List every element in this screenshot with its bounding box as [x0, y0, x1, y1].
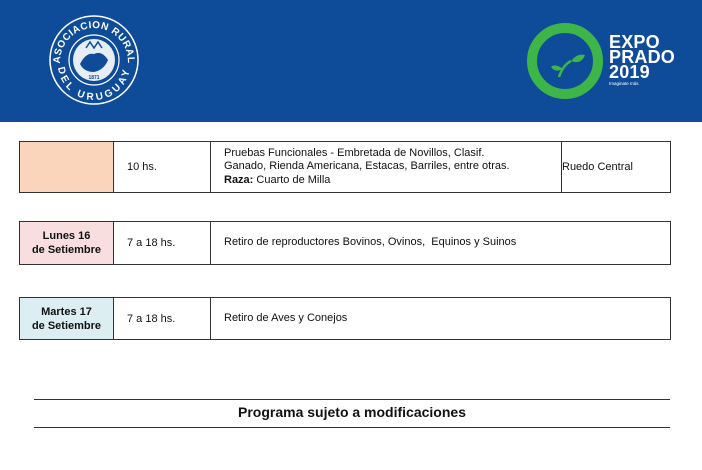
expo-line-2: PRADO: [609, 47, 676, 67]
description-cell: Retiro de reproductores Bovinos, Ovinos, Equinos y Suinos: [211, 222, 671, 265]
schedule-table-pruebas: [19, 141, 671, 193]
footer-top-rule: [34, 399, 670, 400]
schedule-table-martes: [19, 297, 671, 340]
description-cell: [211, 142, 562, 193]
expo-tagline: Imaginate más: [609, 81, 639, 86]
footer-bottom-rule: [34, 427, 670, 428]
expo-prado-logo: [525, 21, 685, 103]
asociacion-rural-seal-logo: [46, 12, 142, 108]
day-cell: [20, 142, 114, 193]
description-line-1: Pruebas Funcionales - Embretada de Novillos, Clasif.: [224, 146, 485, 159]
day-label: Lunes 16: [42, 230, 91, 242]
expo-line-1: EXPO: [609, 32, 660, 52]
table-row: [20, 298, 671, 340]
day-cell: [20, 298, 114, 340]
schedule-table-lunes: [19, 221, 671, 265]
seal-bottom-arc: DEL URUGUAY: [54, 65, 134, 104]
breed-value: Cuarto de Milla: [253, 173, 331, 186]
green-ring-leaf-icon: [525, 21, 605, 101]
table-row: [20, 222, 671, 265]
place-cell: Ruedo Central: [562, 142, 671, 193]
header-banner: [0, 0, 702, 122]
footer-notice: Programa sujeto a modificaciones: [238, 404, 466, 420]
time-cell: 10 hs.: [114, 142, 211, 193]
description-line-2: Ganado, Rienda Americana, Estacas, Barriles, entre otras.: [224, 160, 510, 173]
seal-year: 1871: [88, 75, 100, 81]
seal-top-arc: ASOCIACION RURAL: [51, 19, 137, 64]
month-label: de Setiembre: [31, 244, 102, 256]
breed-label: Raza:: [224, 173, 254, 186]
expo-line-3: 2019: [609, 62, 650, 82]
day-cell: [20, 222, 114, 265]
day-label: Martes 17: [41, 305, 92, 318]
time-cell: 7 a 18 hs.: [114, 222, 211, 265]
month-label: de Setiembre: [31, 319, 102, 332]
time-cell: 7 a 18 hs.: [114, 298, 211, 340]
expo-wordmark: [609, 32, 676, 87]
table-row: [20, 142, 671, 193]
description-cell: Retiro de Aves y Conejos: [211, 298, 671, 340]
